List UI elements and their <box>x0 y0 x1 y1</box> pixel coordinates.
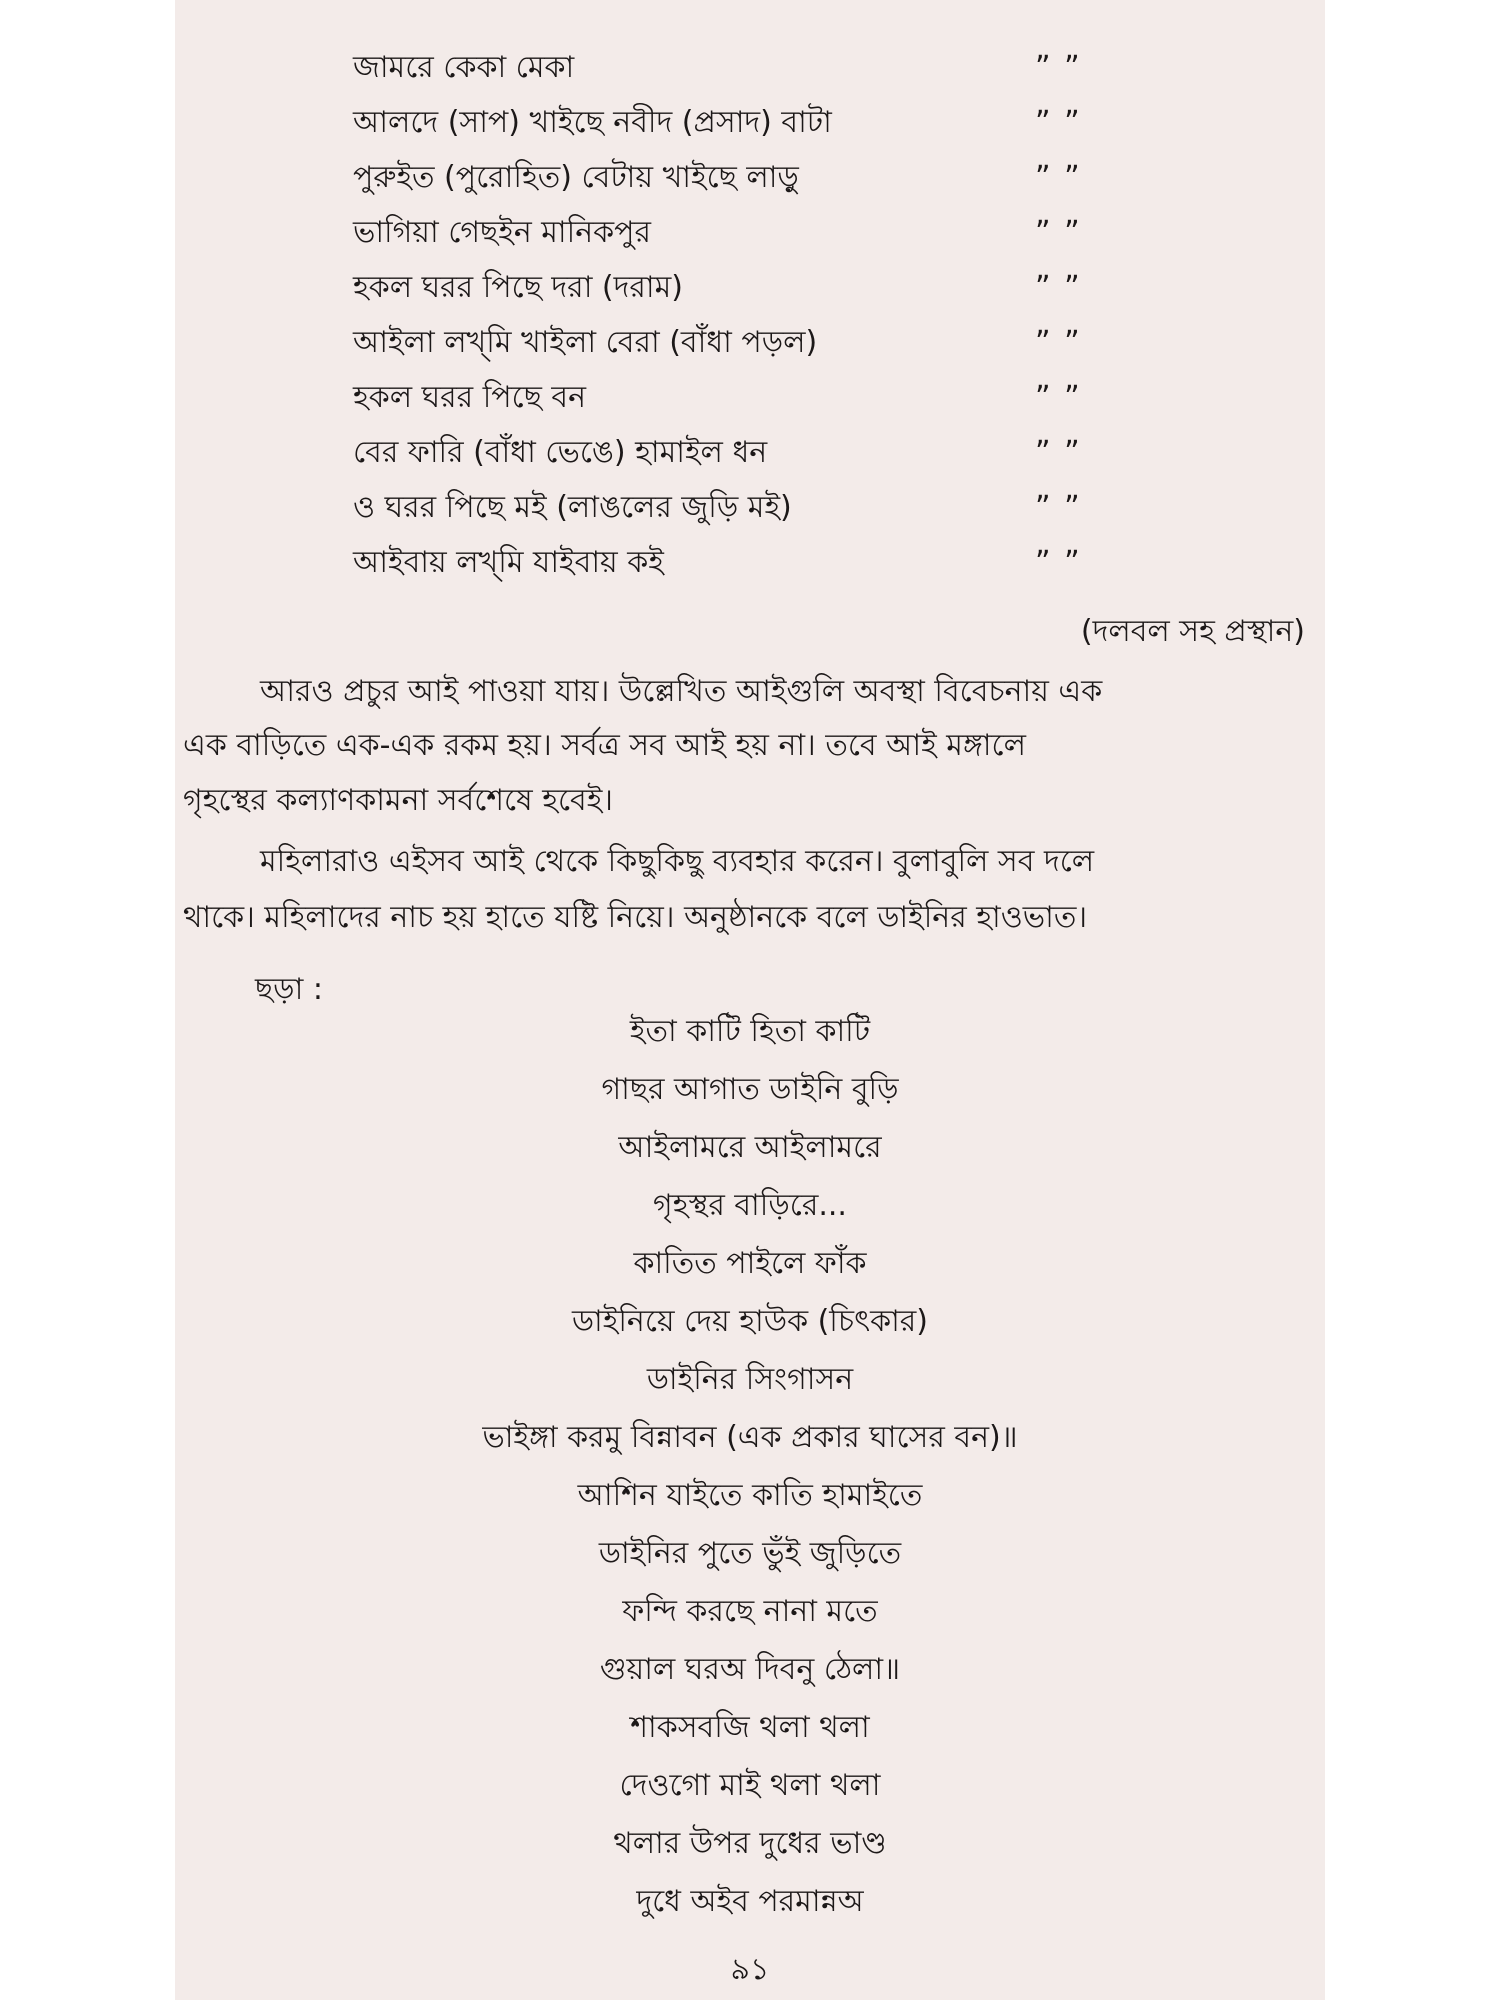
rhyme-line: শাকসবজি থলা থলা <box>630 1710 870 1745</box>
book-page <box>175 0 1325 2000</box>
paragraph-line: এক বাড়িতে এক-এক রকম হয়। সর্বত্র সব আই হয় না। তবে আই মঙ্গালে <box>183 728 1026 763</box>
paragraph-line: গৃহস্থের কল্যাণকামনা সর্বশেষে হবেই। <box>183 783 614 818</box>
rhyme-line: ভাইঙ্গা করমু বিন্নাবন (এক প্রকার ঘাসের বন)॥ <box>482 1420 1018 1455</box>
verse-line: জামরে কেকা মেকা <box>353 50 575 85</box>
ditto-mark: ” ” <box>1035 105 1082 140</box>
verse-line: পুরুইত (পুরোহিত) বেটায় খাইছে লাড়ু <box>353 160 799 195</box>
stage-direction: (দলবল সহ প্রস্থান) <box>1080 614 1305 649</box>
rhyme-line: আইলামরে আইলামরে <box>618 1130 882 1165</box>
verse-line: আইলা লখ্‌মি খাইলা বেরা (বাঁধা পড়ল) <box>353 325 818 360</box>
rhyme-line: কাতিত পাইলে ফাঁক <box>633 1246 867 1281</box>
verse-line: আলদে (সাপ) খাইছে নবীদ (প্রসাদ) বাটা <box>353 105 832 140</box>
ditto-mark: ” ” <box>1035 490 1082 525</box>
paragraph-line: আরও প্রচুর আই পাওয়া যায়। উল্লেখিত আইগুলি অবস্থা বিবেচনায় এক <box>260 674 1103 709</box>
ditto-mark: ” ” <box>1035 325 1082 360</box>
rhyme-line: গাছর আগাত ডাইনি বুড়ি <box>601 1072 899 1107</box>
verse-line: ভাগিয়া গেছইন মানিকপুর <box>353 215 651 250</box>
verse-line: হকল ঘরর পিছে বন <box>353 380 587 415</box>
verse-line: বের ফারি (বাঁধা ভেঙে) হামাইল ধন <box>353 435 768 470</box>
rhyme-line: ডাইনিয়ে দেয় হাউক (চিৎকার) <box>571 1304 929 1339</box>
rhyme-line: ইতা কাটি হিতা কাটি <box>629 1014 871 1049</box>
rhyme-line: ডাইনির সিংগাসন <box>646 1362 854 1397</box>
page-number: ৯১ <box>730 1952 770 1987</box>
ditto-mark: ” ” <box>1035 50 1082 85</box>
rhyme-line: দুধে অইব পরমান্নঅ <box>636 1884 864 1919</box>
rhyme-line: থলার উপর দুধের ভাণ্ড <box>613 1826 887 1861</box>
ditto-mark: ” ” <box>1035 160 1082 195</box>
rhyme-line: গৃহস্থর বাড়িরে... <box>653 1188 847 1223</box>
rhyme-line: ফন্দি করছে নানা মতে <box>622 1594 878 1629</box>
rhyme-label: ছড়া : <box>255 972 323 1007</box>
rhyme-line: দেওগো মাই থলা থলা <box>619 1768 881 1803</box>
ditto-mark: ” ” <box>1035 435 1082 470</box>
rhyme-line: গুয়াল ঘরঅ দিবনু ঠেলা॥ <box>599 1652 901 1687</box>
rhyme-line: ডাইনির পুতে ভুঁই জুড়িতে <box>598 1536 902 1571</box>
paragraph-line: মহিলারাও এইসব আই থেকে কিছুকিছু ব্যবহার করেন। বুলাবুলি সব দলে <box>260 844 1095 879</box>
verse-line: হকল ঘরর পিছে দরা (দরাম) <box>353 270 683 305</box>
ditto-mark: ” ” <box>1035 215 1082 250</box>
ditto-mark: ” ” <box>1035 270 1082 305</box>
ditto-mark: ” ” <box>1035 380 1082 415</box>
paragraph-line: থাকে। মহিলাদের নাচ হয় হাতে যষ্টি নিয়ে। অনুষ্ঠানকে বলে ডাইনির হাওভাত। <box>183 900 1088 935</box>
verse-line: ও ঘরর পিছে মই (লাঙলের জুড়ি মই) <box>353 490 792 525</box>
rhyme-line: আশিন যাইতে কাতি হামাইতে <box>577 1478 923 1513</box>
verse-line: আইবায় লখ্‌মি যাইবায় কই <box>353 545 664 580</box>
ditto-mark: ” ” <box>1035 545 1082 580</box>
